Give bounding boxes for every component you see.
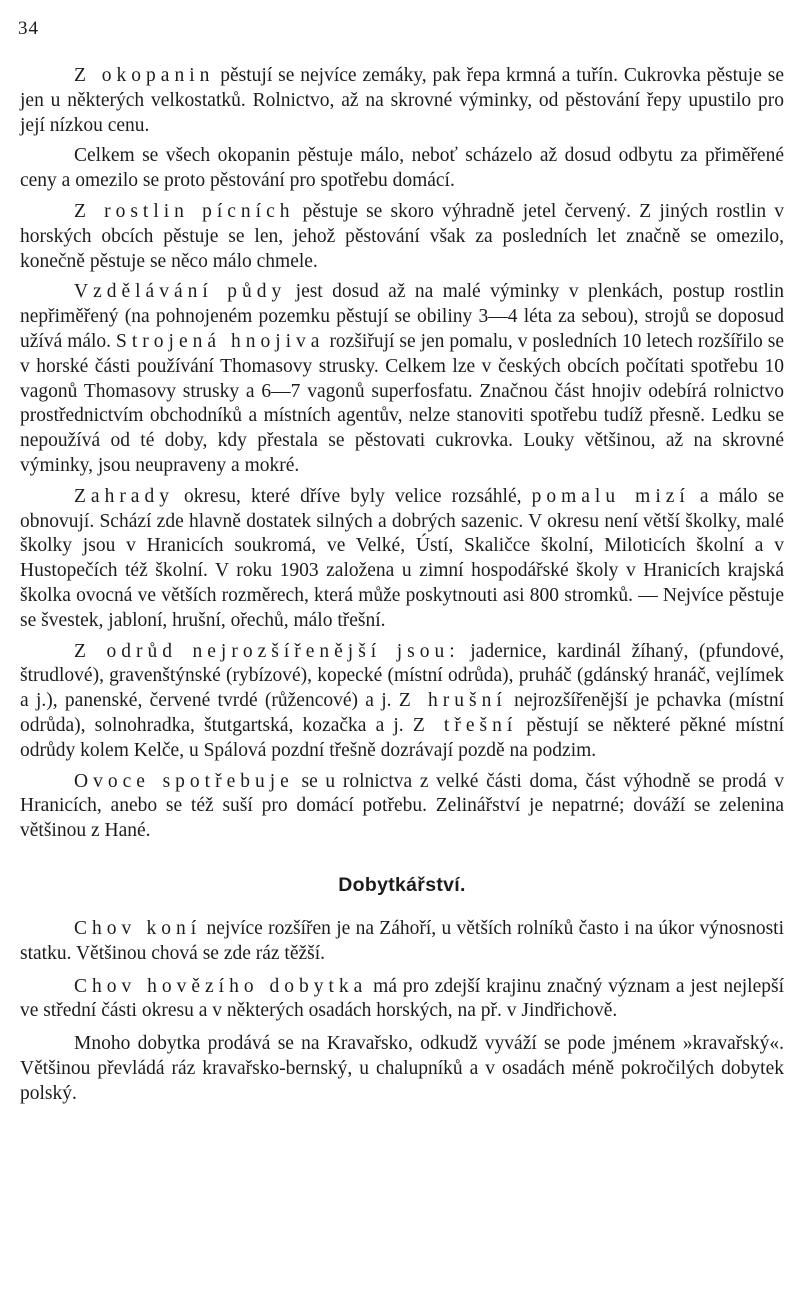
paragraph-text: jest dosud až na malé výminky v plenkách, postup rostlin nepřiměřený (na pohnojeném pozemku pěstují se obiliny 3—4 léta za sebou), strojů se doposud užívá málo.	[20, 281, 784, 352]
paragraph-text: Mnoho dobytka prodává se na Kravařsko, odkudž vyváží se pode jménem »kravařský«. Většinou převládá ráz kravařsko-bernský, u chalupníků a v osadách méně pokročilých dobytek polský.	[20, 1033, 784, 1104]
section-heading: Dobytkářství.	[338, 873, 466, 896]
spaced-term: Chov koní	[74, 917, 202, 939]
paragraph-text: jadernice, kardinál žíhaný, (pfundové, štrudlové), gravenštýnské (rybízové), kopecké (místní odrůda), pruháč (gdánský hranáč, vejlímek a j.), panenské, červené tvrdé (růžencové) a j.	[20, 640, 784, 712]
paragraph-fodder-plants	[20, 200, 784, 274]
spaced-term: Z třešní	[412, 714, 518, 736]
spaced-term: Z okopanin	[74, 65, 215, 86]
paragraph-soil-cultivation	[20, 280, 784, 478]
spaced-term: Strojená hnojiva	[116, 330, 325, 352]
paragraph-text: Celkem se všech okopanin pěstuje málo, neboť scházelo až dosud odbytu za přiměřené ceny a omezilo se proto pěstování pro spotřebu domácí.	[20, 145, 784, 192]
spaced-term: Ovoce spotřebuje	[74, 770, 294, 792]
paragraph-cattle-breeding	[20, 975, 784, 1025]
paragraph-text: pěstuje se skoro výhradně jetel červený. Z jiných rostlin v horských obcích pěstuje se len, jehož pěstování však za posledních let značně se omezilo, konečně pěstuje se něco málo chmele.	[20, 200, 784, 272]
paragraph-text: má pro zdejší krajinu značný význam a jest nejlepší ve střední části okresu a v některých osadách horských, na př. v Jindřichově.	[20, 975, 784, 1022]
spaced-term: Zahrady	[74, 485, 174, 507]
spaced-term: Vzdělávání půdy	[74, 281, 287, 303]
spaced-term: Chov hovězího dobytka	[74, 975, 368, 997]
paragraph-root-crops	[20, 64, 784, 138]
spaced-term: Z rostlin pícních	[74, 200, 295, 222]
paragraph-root-crops-summary	[20, 144, 784, 194]
paragraph-horse-breeding	[20, 917, 784, 967]
paragraph-text: a málo se obnovují. Schází zde hlavně dostatek silných a dobrých sazenic. V okresu není větší školky, malé školky jsou v Hranicích soukromá, ve Velké, Ústí, Skaličce školní, Miloticích školní a v Hustopečích též školní. V roku 1903 založena u zimní hospodářské školy v Hranicích krajská školka ovocná ve větších rozměrech, která může poskytnouti asi 800 stromků. — Nejvíce pěstuje se švestek, jabloní, hrušní, ořechů, málo třešní.	[20, 485, 784, 631]
paragraph-fruit-varieties	[20, 640, 784, 764]
paragraph-fruit-consumption	[20, 770, 784, 844]
paragraph-cattle-trade	[20, 1032, 784, 1106]
page-body	[20, 64, 784, 1114]
spaced-term: Z odrůd nejrozšířenější jsou:	[74, 640, 460, 662]
paragraph-text: nejvíce rozšířen je na Záhoří, u větších rolníků často i na úkor výnosnosti statku. Většinou chová se zde ráz těžší.	[20, 917, 784, 964]
paragraph-text: rozšiřují se jen pomalu, v posledních 10 letech rozšířilo se v horské části používání Thomasovy strusky. Celkem lze v českých obcích počítati spotřebu 10 vagonů Thomasovy strusky a 6—7 vagonů superfosfatu. Značnou část hnojiv odebírá rolnictvo prostřednictvím obchodníků a místních agentův, nelze stanoviti spotřebu tudíž přesně. Ledku se nepoužívá od té doby, kdy přestala se pěstovati cukrovka. Louky většinou, až na skrovné výminky, jsou neupraveny a mokré.	[20, 330, 785, 476]
paragraph-text: pěstují se nejvíce zemáky, pak řepa krmná a tuřín. Cukrovka pěstuje se jen u některých velkostatků. Rolnictvo, až na skrovné výminky, od pěstování řepy upustilo pro její nízkou cenu.	[20, 65, 784, 136]
paragraph-text: se u rolnictva z velké části doma, část výhodně se prodá v Hranicích, anebo se též suší pro domácí potřebu. Zelinářství je nepatrné; dováží se zelenina většinou z Hané.	[20, 770, 784, 842]
paragraph-text: nejrozšířenější je pchavka (místní odrůda), solnohradka, štutgartská, kozačka a j.	[20, 690, 784, 736]
page-number: 34	[18, 18, 39, 39]
paragraph-gardens	[20, 485, 784, 634]
paragraph-text: okresu, které dříve byly velice rozsáhlé,	[173, 485, 532, 507]
spaced-term: Z hrušní	[398, 690, 507, 712]
paragraph-text: pěstují se některé pěkné místní odrůdy kolem Kelče, u Spálová pozdní třešně dozrávají pozdě na podzim.	[20, 714, 785, 761]
spaced-term: pomalu mizí	[531, 485, 690, 507]
section-livestock	[20, 917, 784, 1107]
